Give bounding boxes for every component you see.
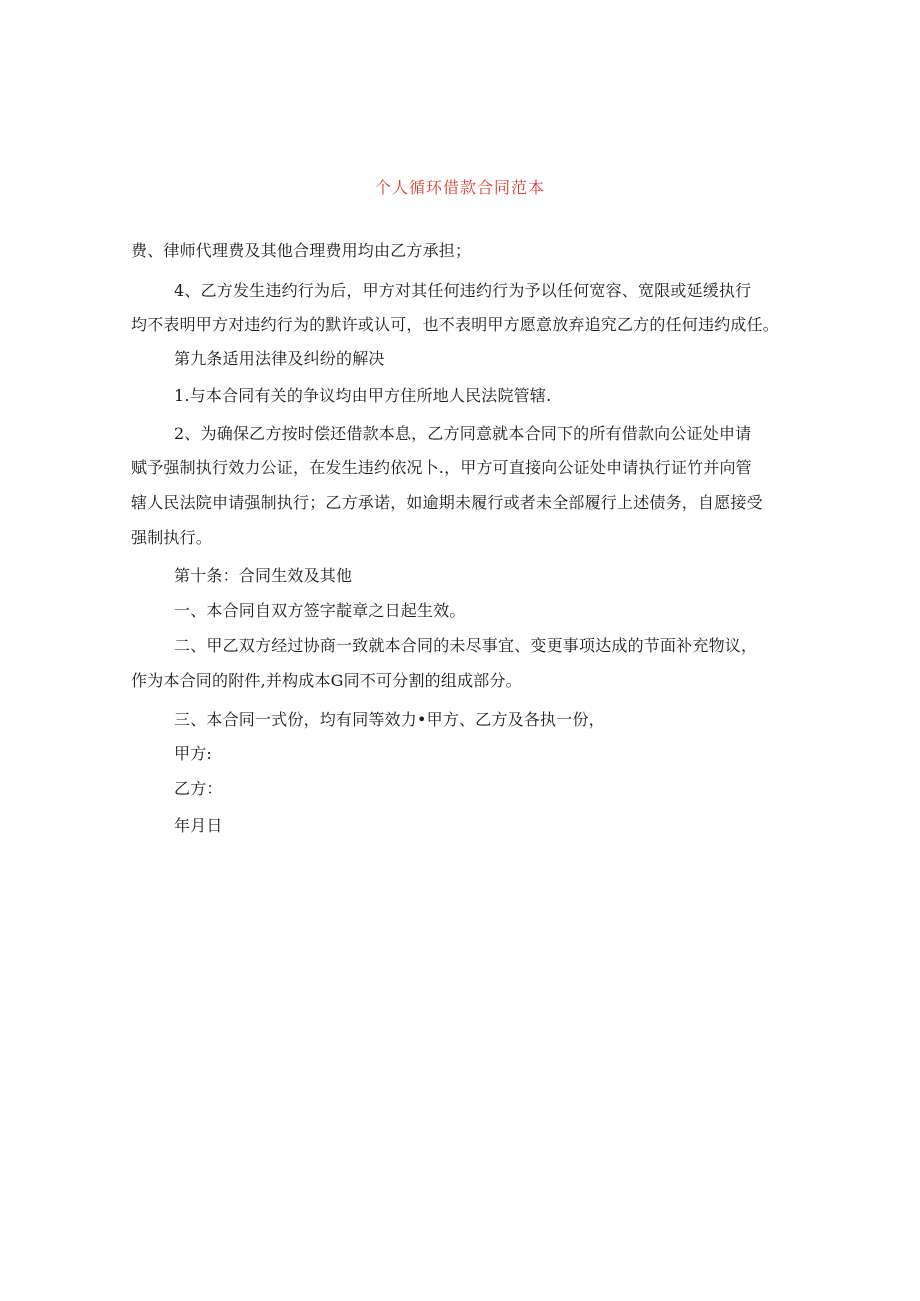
- clause-8-4-line-2: 均不表明甲方对违约行为的默许或认可，也不表明甲方愿意放弃追究乙方的任何违约成任。: [131, 315, 780, 334]
- clause-8-3-continuation: 费、律师代理费及其他合理费用均由乙方承担；: [131, 241, 472, 260]
- clause-9-2-line-2: 赋予强制执行效力公证，在发生违约依况卜.，甲方可直接向公证处申请执行证竹并向管: [131, 458, 752, 477]
- clause-10-1: 一、本合同自双方签字靛章之日起生效。: [174, 601, 466, 620]
- clause-8-4-line-1: 4、乙方发生违约行为后，甲方对其任何违约行为予以任何宽容、宽限或延缓执行: [174, 281, 752, 300]
- document-title: 个人循环借款合同范本: [374, 178, 545, 197]
- clause-10-3: 三、本合同一式份，均有同等效力•甲方、乙方及各执一份，: [174, 710, 605, 729]
- clause-9-2-line-3: 辖人民法院申请强制执行；乙方承诺，如逾期未履行或者未全部履行上述债务，自愿接受: [131, 493, 763, 512]
- clause-9-1: 1.与本合同有关的争议均由甲方住所地人民法院管辖.: [174, 386, 552, 405]
- article-9-heading: 第九条适用法律及纠纷的解决: [174, 349, 385, 368]
- clause-9-2-line-4: 强制执行。: [131, 528, 213, 547]
- party-a-signature-label: 甲方:: [174, 744, 212, 763]
- clause-9-2-line-1: 2、为确保乙方按时偿还借款本息，乙方同意就本合同下的所有借款向公证处申请: [174, 424, 752, 443]
- clause-10-2-line-1: 二、甲乙双方经过协商一致就本合同的未尽事宜、变更事项达成的节面补充物议，: [174, 636, 758, 655]
- clause-10-2-line-2: 作为本合同的附件,并构成本G同不可分割的组成部分。: [131, 671, 522, 690]
- party-b-signature-label: 乙方：: [174, 779, 223, 798]
- date-label: 年月日: [174, 816, 223, 835]
- article-10-heading: 第十条：合同生效及其他: [174, 566, 353, 585]
